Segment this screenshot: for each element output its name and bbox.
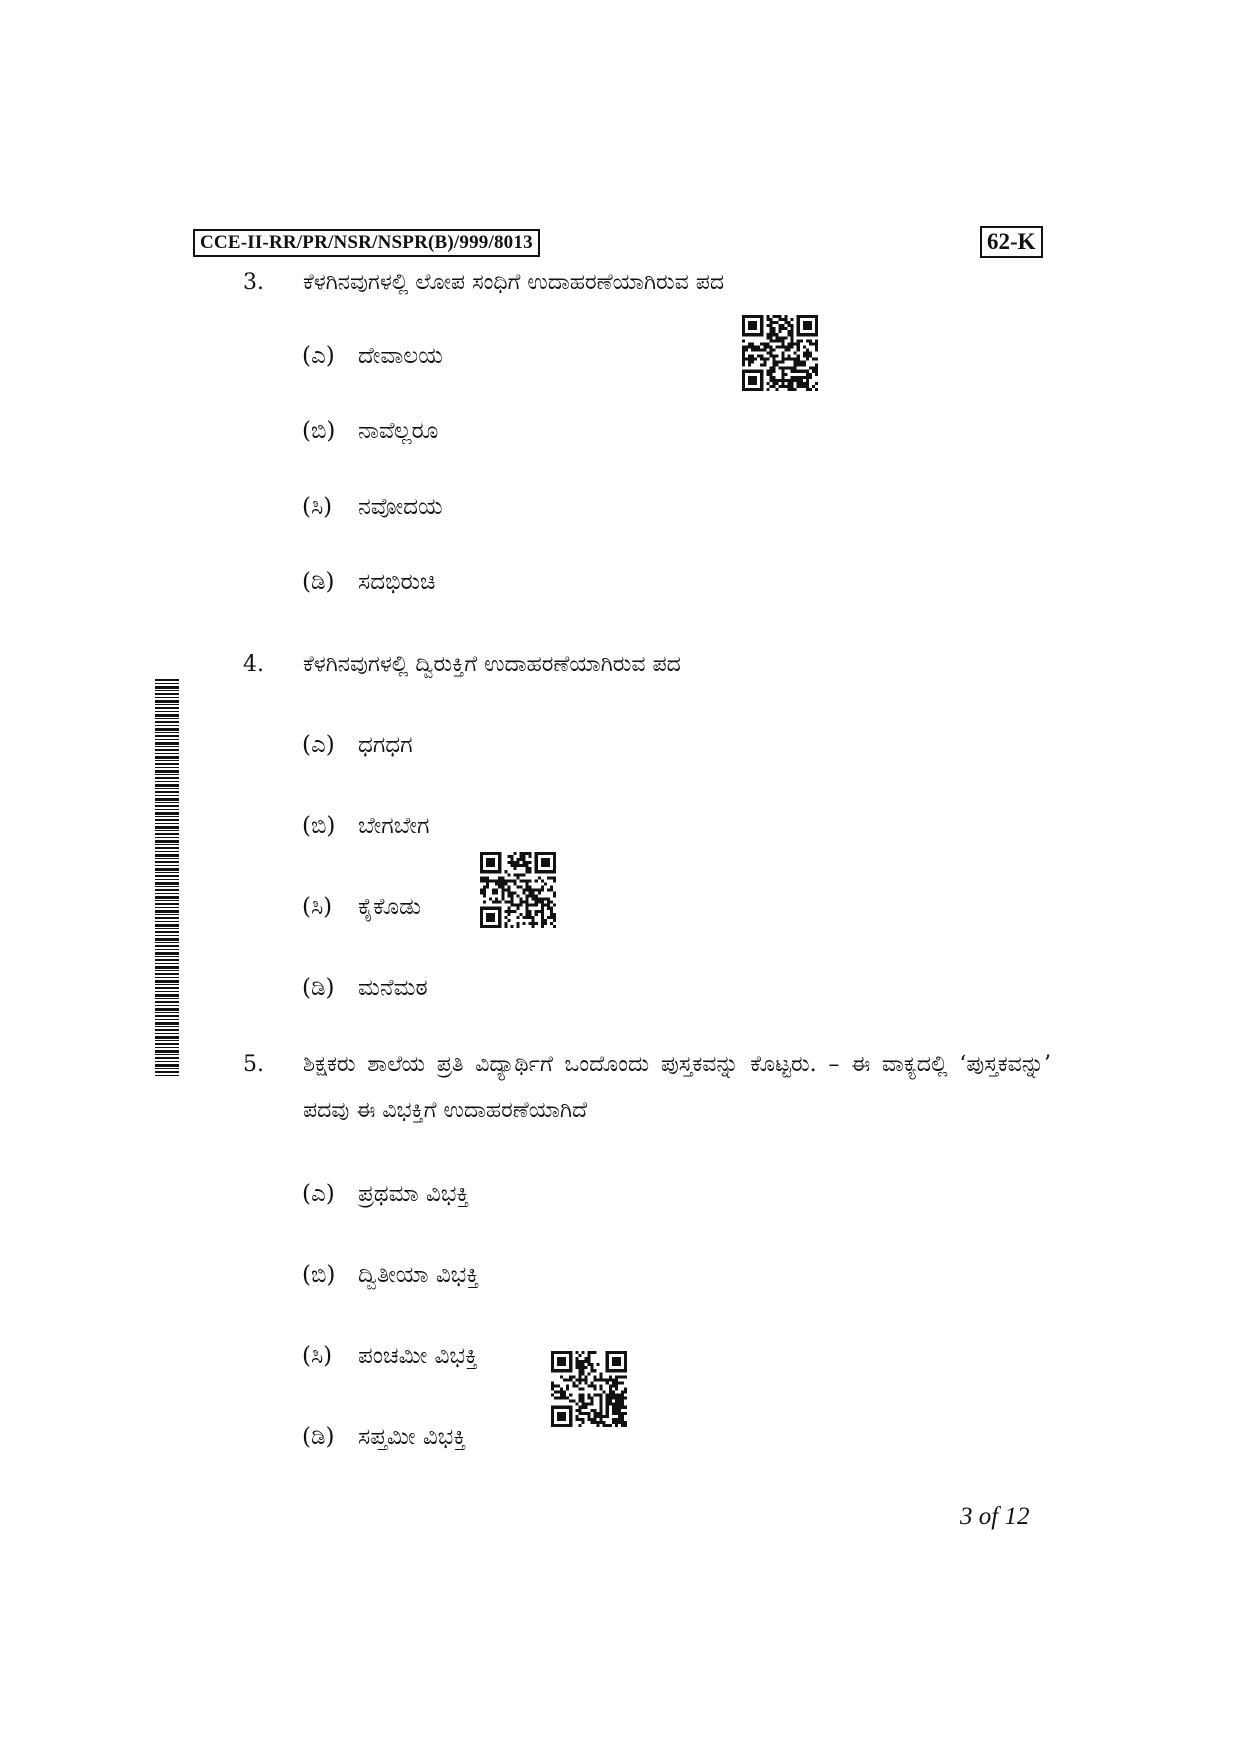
question-5-option-a bbox=[302, 1178, 469, 1210]
question-3-option-c bbox=[302, 491, 443, 523]
option-label: (ಬಿ) bbox=[302, 418, 336, 444]
question-5-option-c bbox=[302, 1340, 478, 1372]
option-text: ಮನೆಮಠ bbox=[358, 975, 428, 1001]
option-label: (ಬಿ) bbox=[302, 813, 336, 839]
option-text: ದ್ವಿತೀಯಾ ವಿಭಕ್ತಿ bbox=[358, 1262, 480, 1288]
option-text: ಸದಭಿರುಚಿ bbox=[358, 569, 436, 595]
question-4-number: 4. bbox=[243, 652, 264, 677]
qr-code-icon bbox=[551, 1351, 627, 1427]
option-label: (ಡಿ) bbox=[302, 975, 335, 1001]
option-text: ಬೇಗಬೇಗ bbox=[358, 813, 430, 839]
option-label: (ಸಿ) bbox=[302, 494, 333, 520]
question-3-text: ಕೆಳಗಿನವುಗಳಲ್ಲಿ ಲೋಪ ಸಂಧಿಗೆ ಉದಾಹರಣೆಯಾಗಿರುವ ಪದ bbox=[303, 270, 725, 295]
question-4-option-c bbox=[302, 891, 421, 923]
paper-code-badge: 62-K bbox=[980, 226, 1043, 258]
question-4-option-b bbox=[302, 810, 429, 842]
option-text: ಸಪ್ತಮೀ ವಿಭಕ್ತಿ bbox=[358, 1424, 467, 1450]
qr-code-icon bbox=[480, 852, 556, 928]
question-5-option-b bbox=[302, 1259, 479, 1291]
option-text: ಕೈಕೊಡು bbox=[358, 894, 422, 920]
question-5-option-d bbox=[302, 1421, 466, 1453]
question-3-option-a bbox=[302, 340, 443, 372]
question-5-text: ಶಿಕ್ಷಕರು ಶಾಲೆಯ ಪ್ರತಿ ವಿದ್ಯಾರ್ಥಿಗೆ ಒಂದೊಂದು ಪುಸ್ತಕವನ್ನು ಕೊಟ್ಟರು. – ಈ ವಾಕ್ಯದಲ್ಲಿ ‘ಪುಸ್ತಕವನ್ನು’ ಪದವು ಈ ವಿಭಕ್ತಿಗೆ ಉದಾಹರಣೆಯಾಗಿದೆ bbox=[303, 1052, 1051, 1123]
option-label: (ಎ) bbox=[302, 732, 335, 758]
qr-code-icon bbox=[742, 315, 818, 391]
option-text: ಪ್ರಥಮಾ ವಿಭಕ್ತಿ bbox=[358, 1181, 470, 1207]
option-label: (ಡಿ) bbox=[302, 1424, 335, 1450]
option-text: ಧಗಧಗ bbox=[358, 732, 413, 758]
question-3-number: 3. bbox=[243, 270, 264, 295]
page-number: 3 of 12 bbox=[960, 1503, 1030, 1530]
question-3-option-b bbox=[302, 415, 438, 447]
option-label: (ಸಿ) bbox=[302, 1343, 333, 1369]
option-label: (ಡಿ) bbox=[302, 569, 335, 595]
option-text: ಪಂಚಮೀ ವಿಭಕ್ತಿ bbox=[358, 1343, 478, 1369]
option-label: (ಸಿ) bbox=[302, 894, 333, 920]
option-label: (ಎ) bbox=[302, 343, 335, 369]
option-text: ನವೋದಯ bbox=[358, 494, 443, 520]
question-4-option-d bbox=[302, 972, 428, 1004]
question-4-text: ಕೆಳಗಿನವುಗಳಲ್ಲಿ ದ್ವಿರುಕ್ತಿಗೆ ಉದಾಹರಣೆಯಾಗಿರುವ ಪದ bbox=[303, 652, 681, 677]
barcode-image bbox=[155, 679, 179, 1078]
question-3-option-d bbox=[302, 566, 435, 598]
option-label: (ಎ) bbox=[302, 1181, 335, 1207]
question-5-number: 5. bbox=[243, 1052, 264, 1077]
option-label: (ಬಿ) bbox=[302, 1262, 336, 1288]
question-paper-code: CCE-II-RR/PR/NSR/NSPR(B)/999/8013 bbox=[193, 229, 540, 257]
option-text: ನಾವೆಲ್ಲರೂ bbox=[358, 418, 439, 444]
option-text: ದೇವಾಲಯ bbox=[358, 343, 443, 369]
question-4-option-a bbox=[302, 729, 413, 761]
